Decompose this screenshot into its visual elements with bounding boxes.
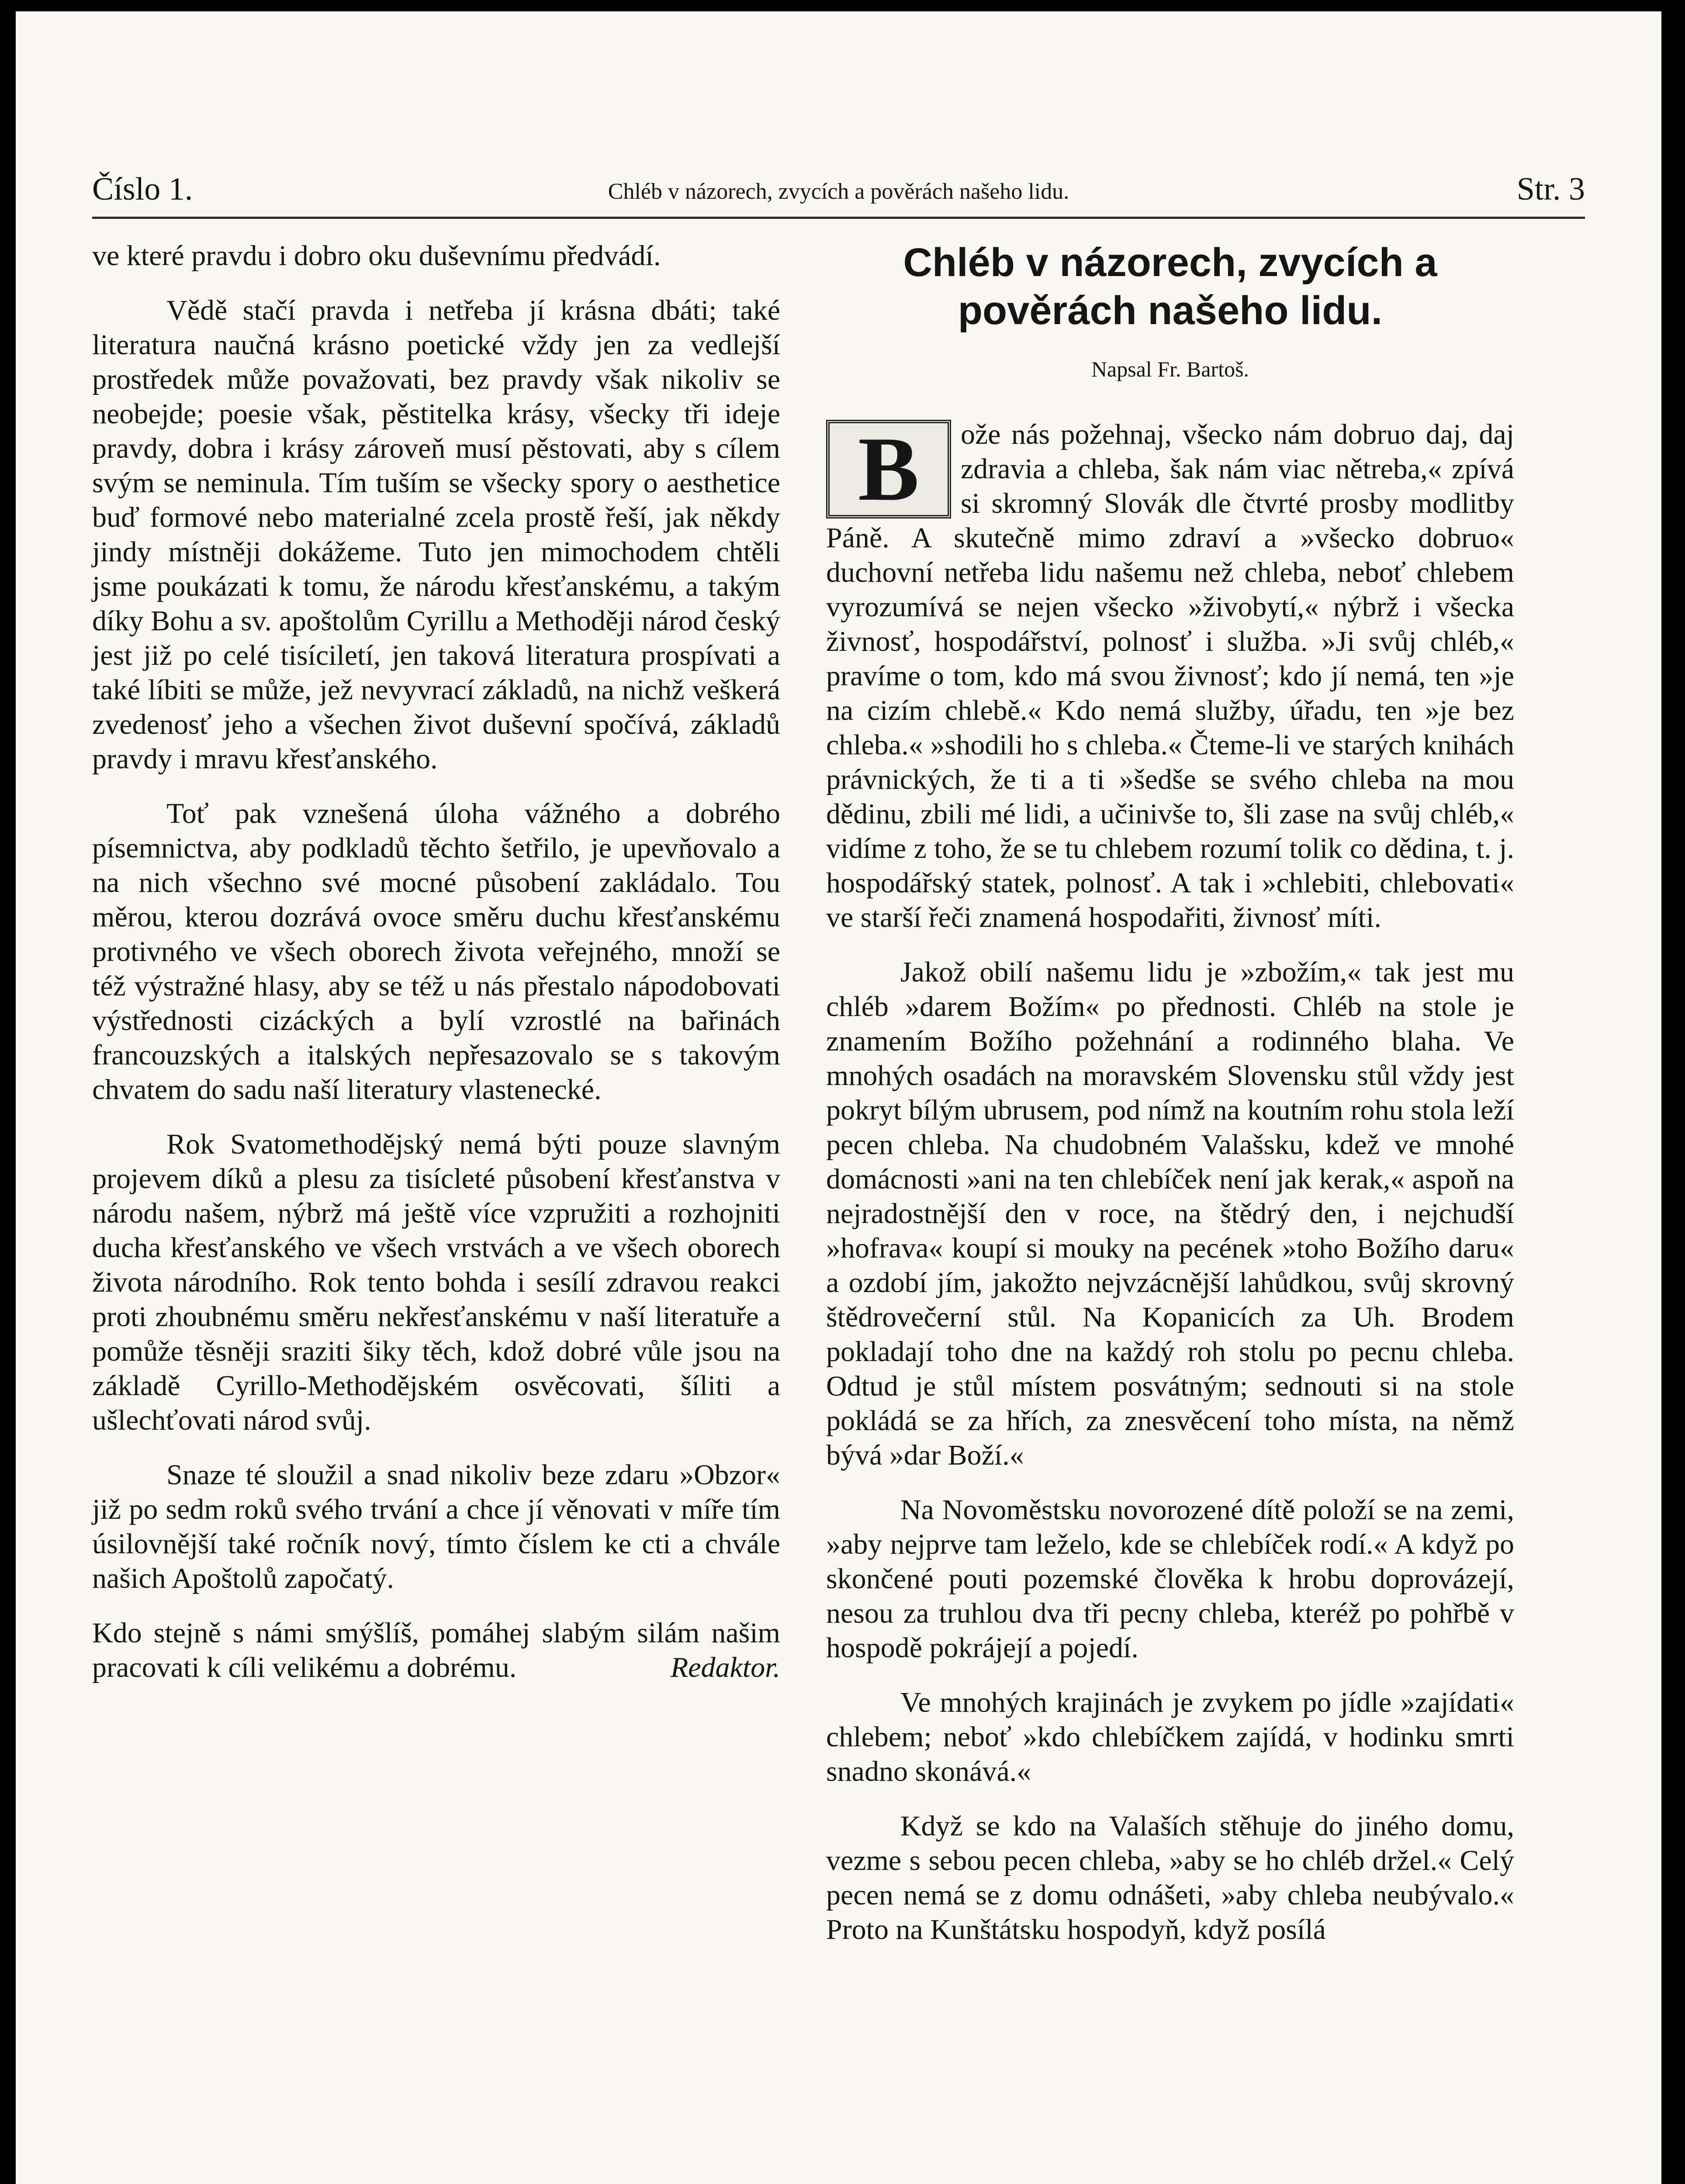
paragraph: Ve mnohých krajinách je zvykem po jídle »zajídati« chlebem; neboť »kdo chlebíčkem zajídá, v hodinku smrti snadno skonává.« xyxy=(826,1686,1514,1787)
paragraph: Snaze té sloužil a snad nikoliv beze zdaru »Obzor« již po sedm roků svého trvání a chce jí věnovati v míře tím úsilovnější také ročník nový, tímto číslem ke cti a chvále našich Apoštolů započatý. xyxy=(92,1459,780,1594)
page xyxy=(16,11,1661,2184)
header-rule xyxy=(92,217,1585,219)
paragraph: Na Novoměstsku novorozené dítě položí se na zemi, »aby nejprve tam leželo, kde se chlebíček rodí.« A když po skončené pouti pozemské člověka k hrobu doprovázejí, nesou za truhlou dva tři pecny chleba, kteréž po pohřbě v hospodě pokrájejí a pojedí. xyxy=(826,1494,1514,1664)
paragraph-text: Kdo stejně s námi smýšlíš, pomáhej slabým silám našim pracovati k cíli velikému a dobrému. xyxy=(92,1617,780,1683)
right-column xyxy=(826,238,1514,1967)
left-column xyxy=(92,238,780,1705)
paragraph: Vědě stačí pravda i netřeba jí krásna dbáti; také literatura naučná krásno poetické vždy jen za vedlejší prostředek může považovati, bez pravdy však nikoliv se neobejde; poesie však, pěstitelka krásy, všecky tři ideje pravdy, dobra i krásy zároveň musí pěstovati, aby s cílem svým se neminula. Tím tuším se všecky spory o aesthetice buď formové nebo materialné zcela prostě řeší, jak někdy jindy místněji dokážeme. Tuto jen mimochodem chtěli jsme poukázati k tomu, že národu křesťanskému, a takým díky Bohu a sv. apoštolům Cyrillu a Methoději národ český jest již po celé tisíciletí, jen taková literatura prospívati a také líbiti se může, jež nevyvrací základů, na nichž veškerá zvedenosť jeho a všechen život duševní spočívá, základů pravdy i mravu křesťanského. xyxy=(92,294,780,775)
paragraph-text: ože nás požehnaj, všecko nám dobruo daj, daj zdravia a chleba, šak nám viac nětreba,« zpívá si skromný Slovák dle čtvrté prosby modlitby Páně. A skutečně mimo zdraví a »všecko dobruo« duchovní netřeba lidu našemu než chleba, neboť chlebem vyrozumívá se nejen všecko »živobytí,« nýbrž i všecka živnosť, hospodářství, polnosť i služba. »Ji svůj chléb,« pravíme o tom, kdo má svou živnosť; kdo jí nemá, ten »je na cizím chlebě.« Kdo nemá služby, úřadu, ten »je bez chleba.« »shodili ho s chleba.« Čteme-li ve starých knihách právnických, že ti a ti »šedše se svého chleba na mou dědinu, zbili mé lidi, a učinivše to, šli zase na svůj chléb,« vidíme z toho, že se tu chlebem rozumí tolik co dědina, t. j. hospodářský statek, polnosť. A tak i »chlebiti, chlebovati« ve starší řeči znamená hospodařiti, živnosť míti. xyxy=(826,418,1514,933)
paragraph: Rok Svatomethodějský nemá býti pouze slavným projevem díků a plesu za tisícleté působení křesťanstva v národu našem, nýbrž má ještě více vzpružiti a rozhojniti ducha křesťanského ve všech vrstvách a ve všech oborech života národního. Rok tento bohda i sesílí zdravou reakci proti zhoubnému směru nekřesťanskému v naší literatuře a pomůže těsněji sraziti šiky těch, kdož dobré vůle jsou na základě Cyrillo-Methodějském osvěcovati, šíliti a ušlechťovati národ svůj. xyxy=(92,1128,780,1436)
article-title: Chléb v názorech, zvycích a pověrách našeho lidu. xyxy=(903,240,1437,333)
running-title: Chléb v názorech, zvycích a pověrách našeho lidu. xyxy=(608,179,1069,204)
paragraph: Toť pak vznešená úloha vážného a dobrého písemnictva, aby podkladů těchto šetřilo, je upevňovalo a na nich všechno své mocné působení zakládalo. Tou měrou, kterou dozrává ovoce směru duchu křesťanskému protivného ve všech oborech života veřejného, množí se též výstražné hlasy, aby se též u nás přestalo nápodobovati výstřednosti cizáckých a bylí vzrostlé na bařinách francouzských a italských nepřesazovalo se s takovým chvatem do sadu naší literatury vlastenecké. xyxy=(92,798,780,1106)
issue-number: Číslo 1. xyxy=(92,171,193,207)
byline: Napsal Fr. Bartoš. xyxy=(1091,357,1249,381)
paragraph: Jakož obilí našemu lidu je »zbožím,« tak jest mu chléb »darem Božím« po přednosti. Chléb na stole je znamením Božího požehnání a rodinného blaha. Ve mnohých osadách na moravském Slovensku stůl vždy jest pokryt bílým ubrusem, pod nímž na koutním rohu stola leží pecen chleba. Na chudobném Valašsku, kdež ve mnohé domácnosti »ani na ten chlebíček není jak kerak,« aspoň na nejradostnější den v roce, na štědrý den, i nejchudší »hofrava« koupí si mouky na pecének »toho Božího daru« a ozdobí jím, jakožto nejvzácnější lahůdkou, svůj skrovný štědrovečerní stůl. Na Kopanicích za Uh. Brodem pokladají toho dne na každý roh stolu po pecnu chleba. Odtud je stůl místem posvátným; sednouti si na stole pokládá se za hřích, za znesvěcení toho místa, na němž bývá »dar Boží.« xyxy=(826,956,1514,1471)
closing-paragraph xyxy=(92,1616,780,1685)
dropcap-initial: B xyxy=(826,420,951,518)
first-paragraph xyxy=(826,417,1514,935)
paragraph: ve které pravdu i dobro oku duševnímu předvádí. xyxy=(92,240,661,272)
paragraph: Když se kdo na Valaších stěhuje do jiného domu, vezme s sebou pecen chleba, »aby se ho chléb držel.« Celý pecen nemá se z domu odnášeti, »aby chleba neubývalo.« Proto na Kunštátsku hospodyň, když posílá xyxy=(826,1810,1514,1946)
running-header xyxy=(92,171,1585,219)
signature: Redaktor. xyxy=(670,1652,780,1683)
page-number: Str. 3 xyxy=(1516,171,1585,207)
